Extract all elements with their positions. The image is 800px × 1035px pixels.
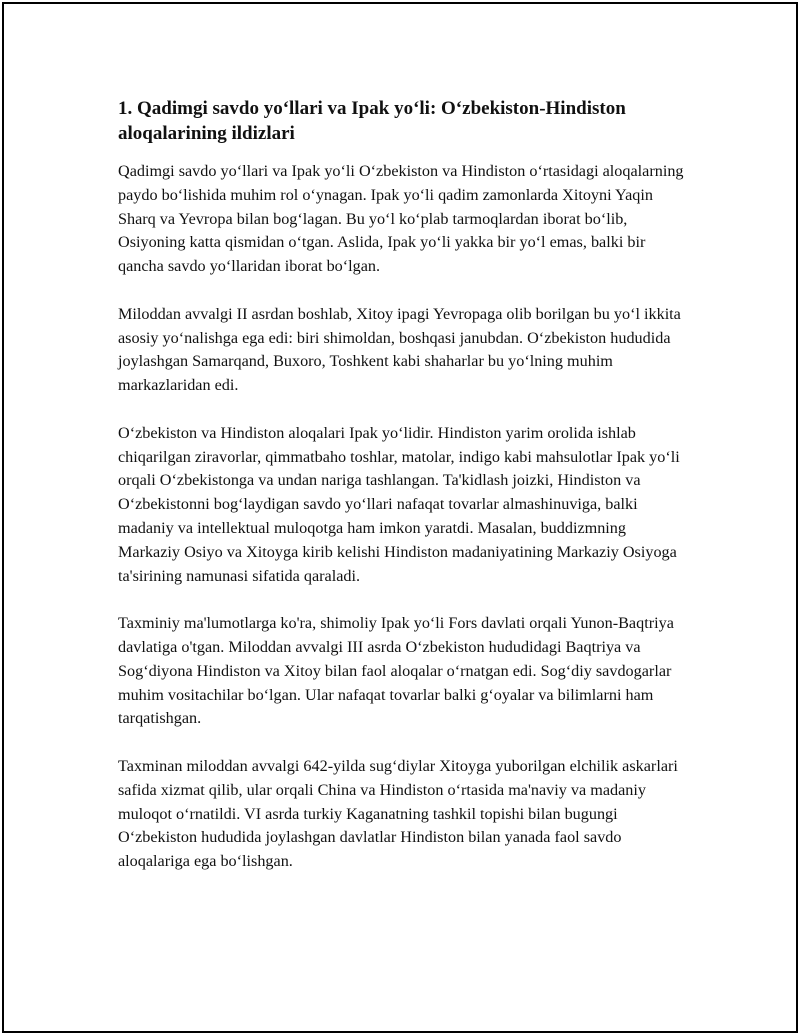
paragraph-3: Oʻzbekiston va Hindiston aloqalari Ipak yoʻlidir. Hindiston yarim orolida ishlab chiqarilgan ziravorlar, qimmatbaho toshlar, matolar, indigo kabi mahsulotlar Ipak yoʻli orqali Oʻzbekistonga va undan nariga tashlangan. Ta'kidlash joizki, Hindiston va Oʻzbekistonni bogʻlaydigan savdo yoʻllari nafaqat tovarlar almashinuviga, balki madaniy va intellektual muloqotga ham imkon yaratdi. Masalan, buddizmning Markaziy Osiyo va Xitoyga kirib kelishi Hindiston madaniyatining Markaziy Osiyoga ta'sirining namunasi sifatida qaraladi. [118,423,680,585]
section-title: 1. Qadimgi savdo yoʻllari va Ipak yoʻli: Oʻzbekiston-Hindiston aloqalarining ildizlari [118,98,626,144]
paragraph-2: Miloddan avvalgi II asrdan boshlab, Xitoy ipagi Yevropaga olib borilgan bu yoʻl ikkita asosiy yoʻnalishga ega edi: biri shimoldan, boshqasi janubdan. Oʻzbekiston hududida joylashgan Samarqand, Buxoro, Toshkent kabi shaharlar bu yoʻlning muhim markazlaridan edi. [118,304,681,395]
paragraph-4: Taxminiy ma'lumotlarga ko'ra, shimoliy Ipak yoʻli Fors davlati orqali Yunon-Baqtriya davlatiga o'tgan. Miloddan avvalgi III asrda Oʻzbekiston hududidagi Baqtriya va Sogʻdiyona Hindiston va Xitoy bilan faol aloqalar oʻrnatgan edi. Sogʻdiy savdogarlar muhim vositachilar boʻlgan. Ular nafaqat tovarlar balki gʻoyalar va bilimlarni ham tarqatishgan. [118,614,674,728]
paragraph-1: Qadimgi savdo yoʻllari va Ipak yoʻli Oʻzbekiston va Hindiston oʻrtasidagi aloqalarning paydo boʻlishida muhim rol oʻynagan. Ipak yoʻli qadim zamonlarda Xitoyni Yaqin Sharq va Yevropa bilan bogʻlagan. Bu yoʻl koʻplab tarmoqlardan iborat boʻlib, Osiyoning katta qismidan oʻtgan. Aslida, Ipak yoʻli yakka bir yoʻl emas, balki bir qancha savdo yoʻllaridan iborat boʻlgan. [118,162,684,276]
document-body [118,96,688,898]
paragraph-5: Taxminan miloddan avvalgi 642-yilda sugʻdiylar Xitoyga yuborilgan elchilik askarlari safida xizmat qilib, ular orqali China va Hindiston oʻrtasida ma'naviy va madaniy muloqot oʻrnatildi. VI asrda turkiy Kaganatning tashkil topishi bilan bugungi Oʻzbekiston hududida joylashgan davlatlar Hindiston bilan yanada faol savdo aloqalariga ega boʻlishgan. [118,756,678,871]
